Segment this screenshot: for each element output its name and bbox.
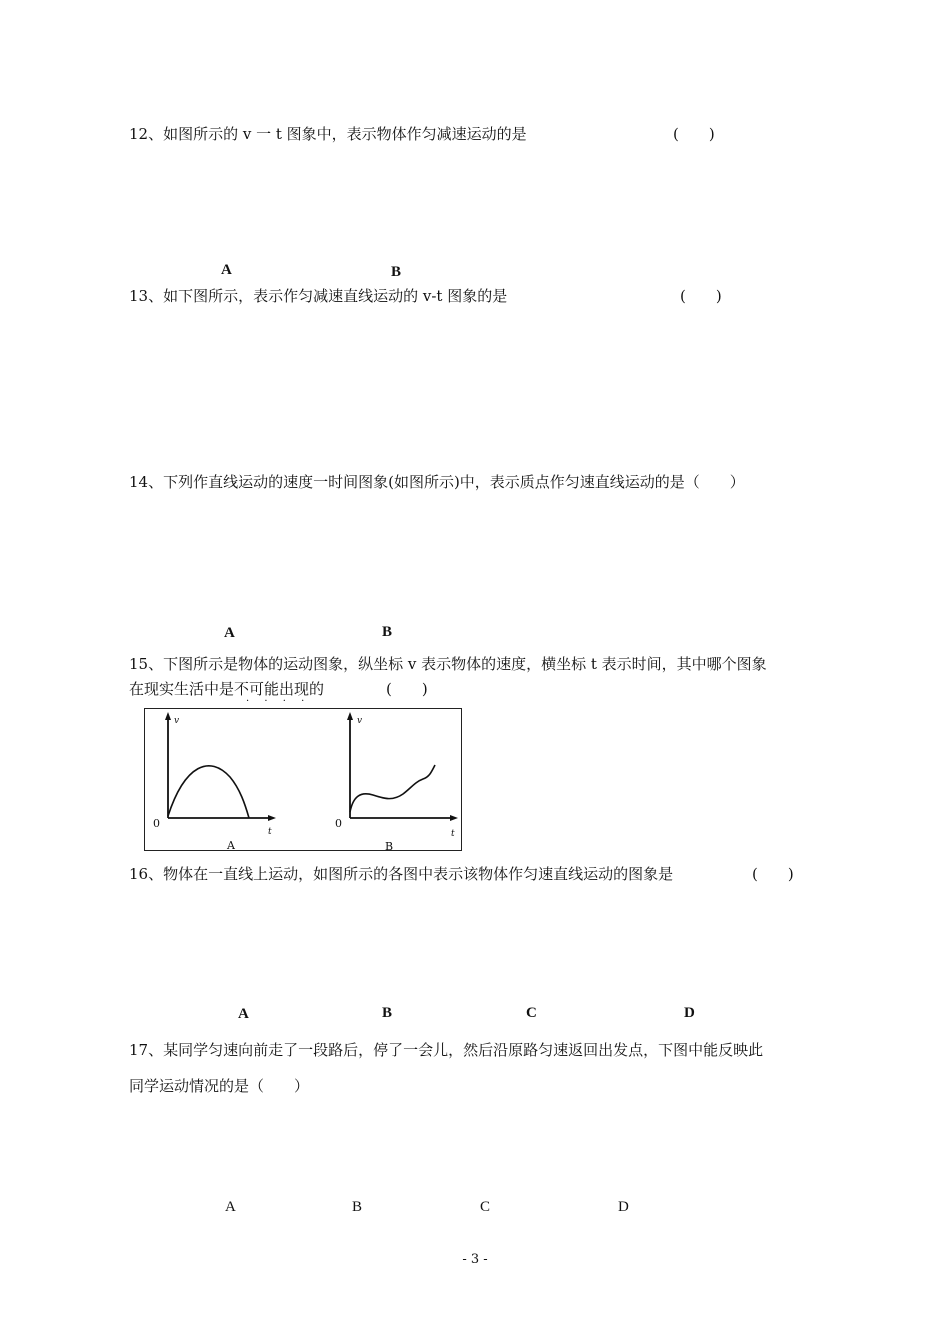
- q17-text-line1: 17、某同学匀速向前走了一段路后，停了一会儿，然后沿原路匀速返回出发点，下图中能反映此: [129, 1041, 764, 1059]
- graph-a-xlabel: t: [268, 827, 272, 837]
- q15-figure: [144, 708, 462, 851]
- q16-label-d: D: [684, 1005, 695, 1021]
- graph-b-x-arrow: [450, 815, 458, 821]
- graph-b-caption: B: [385, 840, 394, 852]
- emphasis-dots: · · · ·: [246, 696, 311, 707]
- q15-figure-graphs: [145, 709, 463, 852]
- q16-label-b: B: [382, 1005, 393, 1021]
- q17-text-line2: 同学运动情况的是（ ）: [129, 1077, 310, 1095]
- q12-label-b: B: [391, 264, 402, 280]
- q12-label-a: A: [221, 262, 232, 278]
- q12-text: 12、如图所示的 v 一 t 图象中，表示物体作匀减速运动的是: [129, 125, 527, 143]
- q13-text: 13、如下图所示，表示作匀减速直线运动的 v-t 图象的是: [129, 287, 508, 305]
- q17-label-b: B: [352, 1199, 363, 1215]
- q16-label-a: A: [238, 1006, 249, 1022]
- q16-text: 16、物体在一直线上运动，如图所示的各图中表示该物体作匀速直线运动的图象是: [129, 865, 674, 883]
- graph-a-caption: A: [227, 839, 235, 852]
- page-number: - 3 -: [462, 1252, 488, 1267]
- graph-a-x-arrow: [268, 815, 276, 821]
- q15-text-line2: 在现实生活中是不可能出现的: [129, 680, 325, 698]
- graph-a-ylabel: v: [174, 716, 180, 726]
- q17-label-c: C: [480, 1199, 491, 1215]
- q14-label-b: B: [382, 624, 393, 640]
- q14-text: 14、下列作直线运动的速度一时间图象(如图所示)中，表示质点作匀速直线运动的是（ ）: [129, 473, 745, 491]
- graph-b-curve: [350, 765, 435, 812]
- q16-answer-paren: ( ): [752, 865, 794, 883]
- q16-label-c: C: [526, 1005, 537, 1021]
- q13-answer-paren: ( ): [680, 287, 722, 305]
- q15-text-line1: 15、下图所示是物体的运动图象，纵坐标 v 表示物体的速度，横坐标 t 表示时间，其中哪个图象: [129, 655, 767, 673]
- q15-answer-paren: ( ): [386, 680, 428, 698]
- graph-b-origin: 0: [335, 817, 342, 830]
- q12-answer-paren: ( ): [673, 125, 715, 143]
- q17-label-d: D: [618, 1199, 629, 1215]
- graph-b-ylabel: v: [357, 716, 363, 726]
- graph-a-origin: 0: [153, 817, 160, 830]
- graph-a-y-arrow: [165, 712, 171, 720]
- q17-label-a: A: [225, 1199, 236, 1215]
- q14-label-a: A: [224, 625, 235, 641]
- graph-b-xlabel: t: [451, 829, 455, 839]
- graph-b-y-arrow: [347, 712, 353, 720]
- graph-a-curve: [168, 766, 249, 818]
